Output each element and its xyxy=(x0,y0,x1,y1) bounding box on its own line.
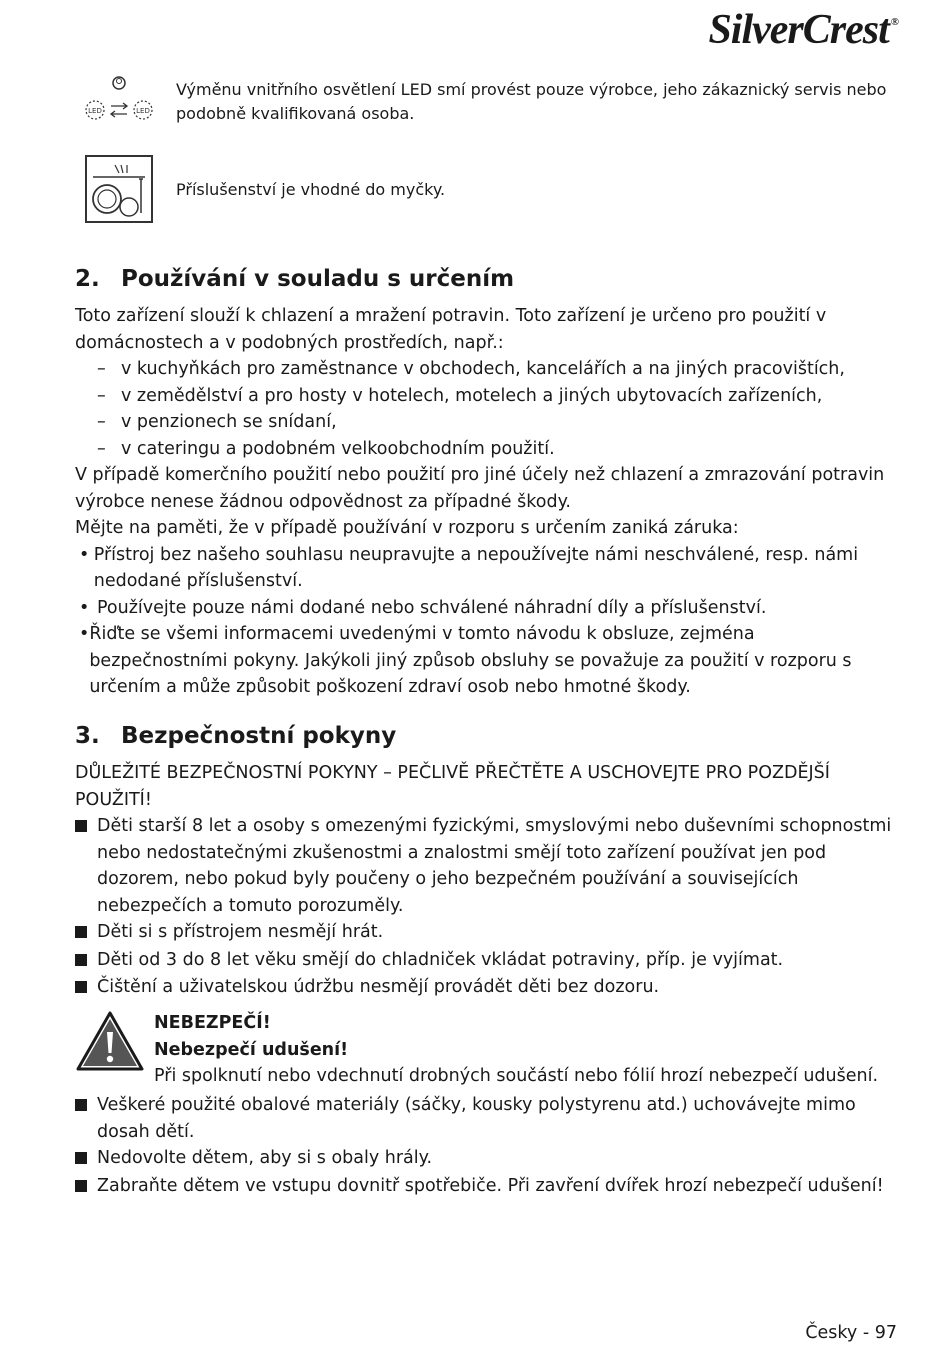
dishwasher-safe-icon xyxy=(85,155,155,223)
led-info-text: Výměnu vnitřního osvětlení LED smí provést pouze výrobce, jeho zákaznický servis nebo podobně kvalifikovaná osoba. xyxy=(176,80,887,123)
section-3-heading: 3. Bezpečnostní pokyny xyxy=(75,723,397,749)
section-2-paragraph: Mějte na paměti, že v případě používání v rozporu s určením zaniká záruka: xyxy=(75,518,739,538)
safety-item: Děti od 3 do 8 let věku smějí do chladniček vkládat potraviny, příp. je vyjímat. xyxy=(75,947,895,975)
brand-logo: SilverCrest ® xyxy=(708,7,898,53)
safety-item: Čištění a uživatelskou údržbu nesmějí provádět děti bez dozoru. xyxy=(75,974,895,1002)
dash-item: – v cateringu a podobném velkoobchodním použití. xyxy=(97,438,555,459)
dash-item: – v zemědělství a pro hosty v hotelech, motelech a jiných ubytovacích zařízeních, xyxy=(97,385,823,406)
bullet-item: • Používejte pouze námi dodané nebo schválené náhradní díly a příslušenství. xyxy=(79,597,767,618)
section-2-paragraph: V případě komerčního použití nebo použití pro jiné účely než chlazení a zmrazování potravin výrobce nenese žádnou odpovědnost za případné škody. xyxy=(75,465,885,512)
section-2-body xyxy=(75,303,895,701)
important-notice: DŮLEŽITÉ BEZPEČNOSTNÍ POKYNY – PEČLIVĚ PŘEČTĚTE A USCHOVEJTE PRO POZDĚJŠÍ POUŽITÍ! xyxy=(75,763,830,810)
led-replacement-icon xyxy=(85,74,155,126)
dash-item: – v kuchyňkách pro zaměstnance v obchodech, kancelářích a na jiných pracovištích, xyxy=(97,359,845,379)
section-3-body xyxy=(75,760,895,1002)
page-footer: Česky - 97 xyxy=(805,1323,897,1343)
svg-text:LED: LED xyxy=(136,107,150,115)
section-2-heading: 2. Používání v souladu s určením xyxy=(75,266,515,292)
warning-subtitle: Nebezpečí udušení! xyxy=(154,1039,349,1060)
section-2-intro: Toto zařízení slouží k chlazení a mražení potravin. Toto zařízení je určeno pro použití v domácnostech a v podobných prostředích, např.: xyxy=(75,306,827,353)
led-info-row xyxy=(85,74,887,126)
warning-text: Při spolknutí nebo vdechnutí drobných součástí nebo fólií hrozí nebezpečí udušení. xyxy=(154,1066,879,1086)
dash-item: – v penzionech se snídaní, xyxy=(97,412,337,432)
safety-item: Zabraňte dětem ve vstupu dovnitř spotřebiče. Při zavření dvířek hrozí nebezpečí udušení! xyxy=(75,1173,895,1201)
dishwasher-info-row xyxy=(85,155,446,223)
warning-triangle-icon xyxy=(75,1010,145,1072)
safety-item: Veškeré použité obalové materiály (sáčky, kousky polystyrenu atd.) uchovávejte mimo dosah dětí. xyxy=(75,1092,895,1145)
bullet-item: • Řiďte se všemi informacemi uvedenými v tomto návodu k obsluze, zejména bezpečnostními pokyny. Jakýkoli jiný způsob obsluhy se považuje za použití v rozporu s určením a může způsobit poškození zdraví osob nebo hmotné škody. xyxy=(79,624,852,697)
warning-title: NEBEZPEČÍ! xyxy=(154,1013,271,1033)
dishwasher-info-text: Příslušenství je vhodné do myčky. xyxy=(176,180,446,199)
bullet-item: • Přístroj bez našeho souhlasu neupravujte a nepoužívejte námi neschválené, resp. námi nedodané příslušenství. xyxy=(79,544,859,591)
safety-item: Děti si s přístrojem nesmějí hrát. xyxy=(75,919,895,947)
safety-item: Nedovolte dětem, aby si s obaly hrály. xyxy=(75,1145,895,1173)
section-3-body-continued xyxy=(75,1092,895,1200)
svg-text:LED: LED xyxy=(88,107,102,115)
safety-item: Děti starší 8 let a osoby s omezenými fyzickými, smyslovými nebo duševními schopnostmi nebo nedostatečnými zkušenostmi a znalostmi smějí toto zařízení používat jen pod dozorem, nebo pokud byly poučeny o jeho bezpečném používání a souvisejících nebezpečích a tomuto porozuměly. xyxy=(75,813,895,919)
